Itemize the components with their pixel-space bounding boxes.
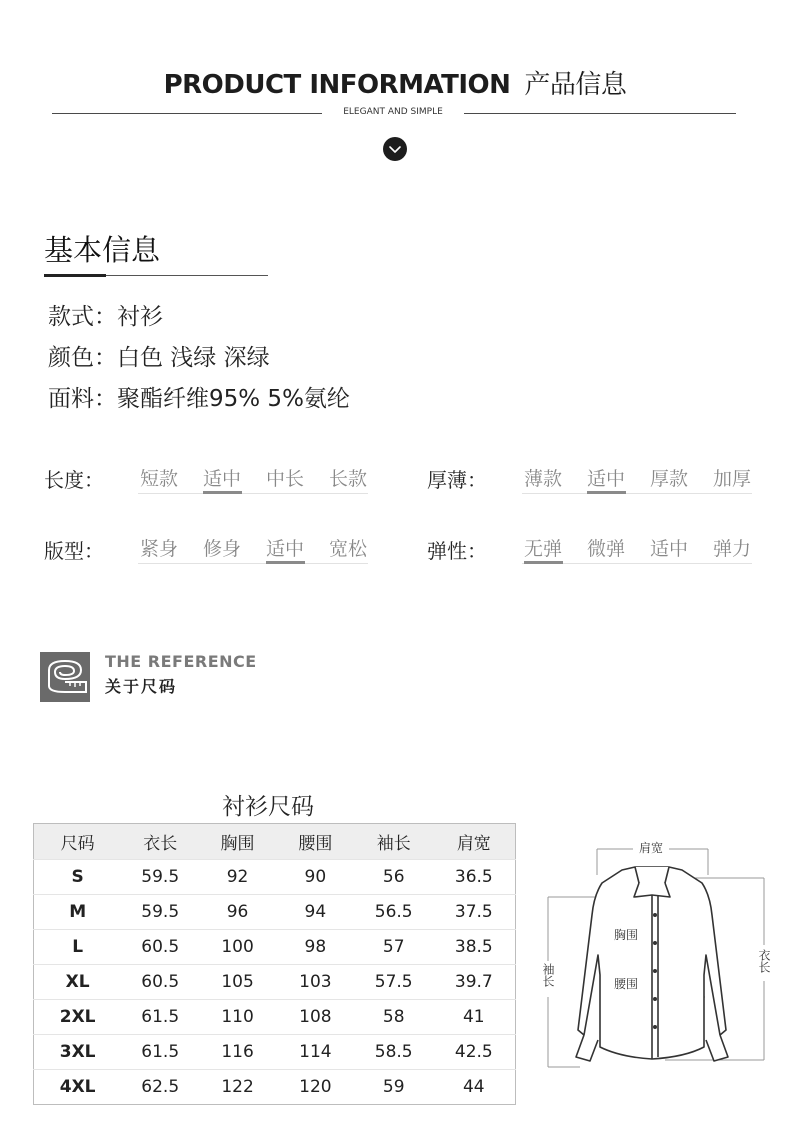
measurement-cell: 44	[433, 1070, 516, 1105]
attribute-selected-marker	[524, 561, 563, 564]
chevron-down-icon	[383, 137, 407, 161]
size-table-title: 衬衫尺码	[222, 794, 314, 820]
attribute-baseline	[138, 563, 368, 564]
attribute-baseline	[522, 493, 752, 494]
size-table-header-cell: 腰围	[298, 834, 333, 854]
tape-measure-icon	[40, 652, 90, 702]
attribute-option-selected: 适中	[587, 468, 626, 490]
attribute-option: 短款	[140, 468, 179, 490]
measurement-cell: 105	[199, 965, 276, 1000]
info-style: 款式：衬衫	[48, 304, 163, 330]
attribute-selected-marker	[266, 561, 305, 564]
measurement-cell: 61.5	[121, 1000, 199, 1035]
attribute-option: 紧身	[140, 538, 179, 560]
reference-title-en: THE REFERENCE	[105, 652, 257, 671]
attribute-baseline	[138, 493, 368, 494]
measurement-cell: 57	[355, 930, 433, 965]
table-row	[34, 965, 516, 1000]
measurement-cell: 100	[199, 930, 276, 965]
page-subtitle: ELEGANT AND SIMPLE	[343, 107, 443, 117]
table-row	[34, 1000, 516, 1035]
table-row	[34, 1035, 516, 1070]
attribute-selected-marker	[587, 491, 626, 494]
size-table-header-cell: 袖长	[376, 834, 411, 854]
measurement-cell: 103	[276, 965, 355, 1000]
measurement-cell: 39.7	[433, 965, 516, 1000]
attribute-label: 版型：	[44, 539, 104, 563]
measurement-cell: 60.5	[121, 930, 199, 965]
chest-label: 胸围	[614, 928, 639, 942]
attribute-selected-marker	[203, 491, 242, 494]
attribute-option-selected: 适中	[266, 538, 305, 560]
attribute-option: 长款	[329, 468, 368, 490]
header-divider-left	[52, 113, 322, 114]
size-label-cell: 2XL	[34, 1000, 122, 1035]
size-table-body	[34, 824, 516, 1105]
attribute-option: 微弹	[587, 538, 626, 560]
table-row	[34, 1070, 516, 1105]
basic-info-underline-accent	[44, 274, 106, 277]
attribute-option: 修身	[203, 538, 242, 560]
measurement-cell: 56.5	[355, 895, 433, 930]
size-label-cell: XL	[34, 965, 122, 1000]
page-title-en: PRODUCT INFORMATION	[163, 70, 511, 100]
attribute-option: 宽松	[329, 538, 368, 560]
info-color: 颜色：白色 浅绿 深绿	[48, 345, 270, 371]
size-label-cell: 4XL	[34, 1070, 122, 1105]
garment-length-label: 衣长	[757, 949, 771, 973]
attribute-label: 长度：	[44, 468, 104, 492]
measurement-cell: 59.5	[121, 895, 199, 930]
attribute-label: 弹性：	[427, 539, 487, 563]
size-label-cell: L	[34, 930, 122, 965]
measurement-cell: 59	[355, 1070, 433, 1105]
measurement-cell: 96	[199, 895, 276, 930]
measurement-cell: 58	[355, 1000, 433, 1035]
attribute-option: 中长	[266, 468, 305, 490]
measurement-cell: 37.5	[433, 895, 516, 930]
measurement-cell: 38.5	[433, 930, 516, 965]
attribute-option: 厚款	[650, 468, 689, 490]
size-label-cell: M	[34, 895, 122, 930]
attribute-option-selected: 适中	[203, 468, 242, 490]
reference-title-cn: 关于尺码	[105, 677, 178, 696]
attribute-option: 弹力	[713, 538, 752, 560]
measurement-cell: 56	[355, 860, 433, 895]
measurement-cell: 110	[199, 1000, 276, 1035]
measurement-cell: 90	[276, 860, 355, 895]
measurement-cell: 36.5	[433, 860, 516, 895]
measurement-cell: 60.5	[121, 965, 199, 1000]
measurement-cell: 58.5	[355, 1035, 433, 1070]
basic-info-title: 基本信息	[44, 233, 161, 267]
sleeve-length-label: 袖长	[541, 963, 555, 987]
size-label-cell: 3XL	[34, 1035, 122, 1070]
measurement-cell: 57.5	[355, 965, 433, 1000]
measurement-cell: 98	[276, 930, 355, 965]
measurement-cell: 94	[276, 895, 355, 930]
measurement-cell: 92	[199, 860, 276, 895]
attribute-option: 适中	[650, 538, 689, 560]
waist-label: 腰围	[614, 977, 639, 991]
attribute-label: 厚薄：	[427, 468, 487, 492]
size-table-header-cell: 肩宽	[456, 834, 491, 854]
shoulder-width-label: 肩宽	[638, 841, 664, 855]
page-title	[0, 64, 790, 101]
measurement-cell: 120	[276, 1070, 355, 1105]
shirt-outline-icon	[540, 835, 780, 1075]
table-row	[34, 930, 516, 965]
measurement-cell: 62.5	[121, 1070, 199, 1105]
size-label-cell: S	[34, 860, 122, 895]
table-row	[34, 860, 516, 895]
measurement-cell: 108	[276, 1000, 355, 1035]
info-fabric: 面料：聚酯纤维95% 5%氨纶	[48, 386, 350, 412]
attribute-option: 薄款	[524, 468, 563, 490]
measurement-cell: 61.5	[121, 1035, 199, 1070]
measurement-cell: 59.5	[121, 860, 199, 895]
size-table-header-row	[34, 824, 516, 860]
attribute-option: 加厚	[713, 468, 752, 490]
page-title-cn: 产品信息	[524, 70, 627, 100]
measurement-cell: 41	[433, 1000, 516, 1035]
measurement-cell: 122	[199, 1070, 276, 1105]
table-row	[34, 895, 516, 930]
size-table-header-cell: 胸围	[220, 834, 255, 854]
attribute-option-selected: 无弹	[524, 538, 563, 560]
size-table	[33, 823, 516, 1105]
size-table-header-cell: 尺码	[60, 834, 95, 854]
measurement-cell: 114	[276, 1035, 355, 1070]
size-table-header-cell: 衣长	[143, 834, 178, 854]
header-divider-right	[464, 113, 736, 114]
measurement-cell: 42.5	[433, 1035, 516, 1070]
measurement-cell: 116	[199, 1035, 276, 1070]
